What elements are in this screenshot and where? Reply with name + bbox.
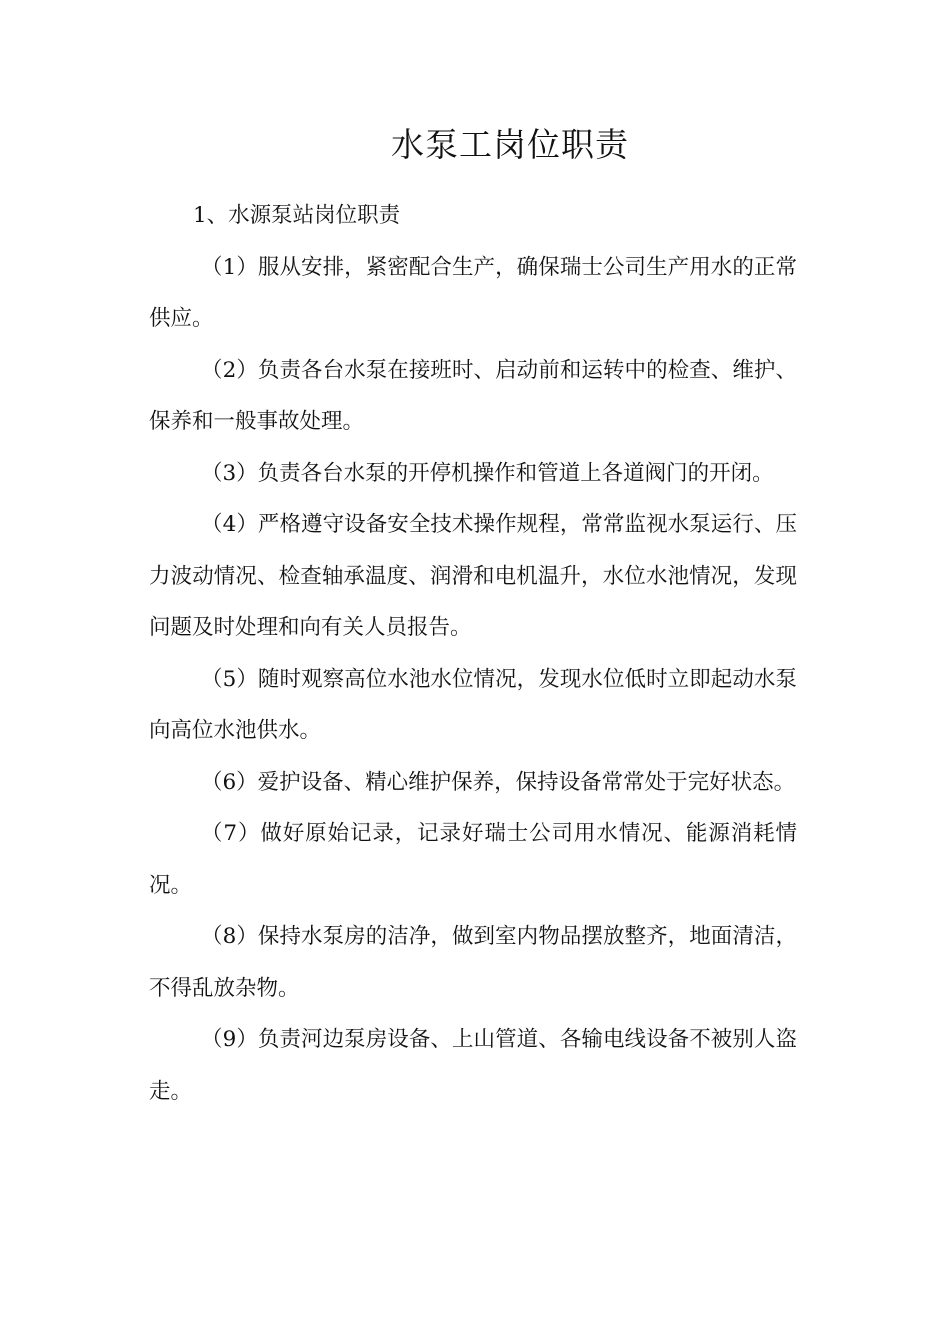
duty-item-4: （4）严格遵守设备安全技术操作规程，常常监视水泵运行、压力波动情况、检查轴承温度、润滑和电机温升，水位水池情况，发现问题及时处理和向有关人员报告。 xyxy=(149,512,797,640)
document-title: 水泵工岗位职责 xyxy=(391,125,629,164)
duty-item-8: （8）保持水泵房的洁净，做到室内物品摆放整齐，地面清洁，不得乱放杂物。 xyxy=(149,924,797,1001)
duty-item-2: （2）负责各台水泵在接班时、启动前和运转中的检查、维护、保养和一般事故处理。 xyxy=(149,357,797,434)
duty-item-5: （5）随时观察高位水池水位情况，发现水位低时立即起动水泵向高位水池供水。 xyxy=(149,666,797,743)
duty-item-9: （9）负责河边泵房设备、上山管道、各输电线设备不被别人盗走。 xyxy=(149,1027,797,1104)
document-body xyxy=(149,190,797,1117)
section-heading: 1、水源泵站岗位职责 xyxy=(193,203,401,228)
duty-item-6: （6）爱护设备、精心维护保养，保持设备常常处于完好状态。 xyxy=(201,769,796,795)
duty-item-7: （7）做好原始记录，记录好瑞士公司用水情况、能源消耗情况。 xyxy=(149,821,797,898)
duty-item-3: （3）负责各台水泵的开停机操作和管道上各道阀门的开闭。 xyxy=(201,460,774,486)
duty-item-1: （1）服从安排，紧密配合生产，确保瑞士公司生产用水的正常供应。 xyxy=(149,254,797,331)
